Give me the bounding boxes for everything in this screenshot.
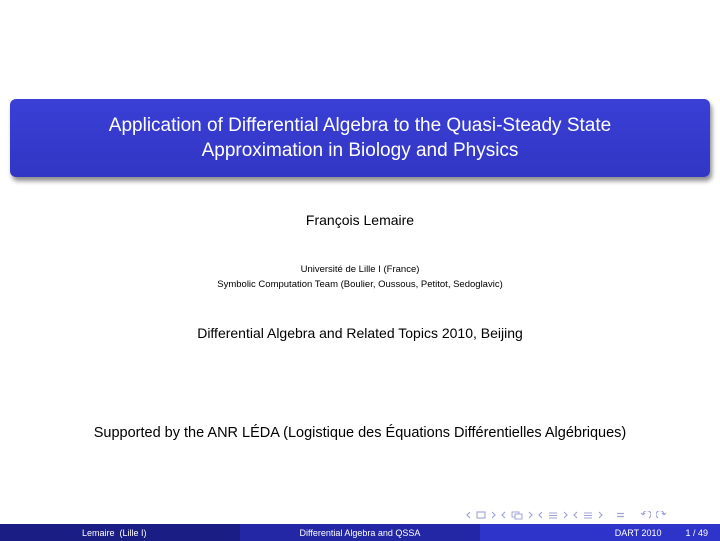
page-number: 1 / 49 bbox=[685, 527, 708, 538]
align-icon[interactable] bbox=[616, 511, 625, 520]
prev-icon[interactable] bbox=[501, 511, 506, 519]
institution-line-2: Symbolic Computation Team (Boulier, Oussous, Petitot, Sedoglavic) bbox=[217, 279, 503, 290]
footer-title-label: Differential Algebra and QSSA bbox=[299, 527, 421, 538]
doc-icon[interactable] bbox=[583, 511, 593, 520]
prev-icon[interactable] bbox=[538, 511, 543, 519]
next-icon[interactable] bbox=[563, 511, 568, 519]
frame-icon[interactable] bbox=[476, 511, 486, 519]
author: François Lemaire bbox=[305, 212, 415, 228]
title-line-1: Application of Differential Algebra to the Quasi-Steady State bbox=[108, 115, 612, 136]
next-icon[interactable] bbox=[528, 511, 533, 519]
back-icon[interactable] bbox=[640, 511, 651, 520]
prev-icon[interactable] bbox=[466, 511, 471, 519]
navigation-bar bbox=[466, 509, 706, 521]
footer bbox=[0, 524, 720, 541]
section-icon[interactable] bbox=[548, 511, 558, 520]
subsection-icon[interactable] bbox=[511, 511, 523, 520]
next-icon[interactable] bbox=[491, 511, 496, 519]
footer-event-label: DART 2010 bbox=[614, 527, 662, 538]
institution-line-1: Université de Lille I (France) bbox=[300, 264, 420, 275]
footer-event bbox=[480, 524, 720, 541]
prev-icon[interactable] bbox=[573, 511, 578, 519]
next-icon[interactable] bbox=[598, 511, 603, 519]
title-box bbox=[10, 99, 710, 177]
footer-author-label: Lemaire (Lille I) bbox=[82, 527, 147, 538]
conference: Differential Algebra and Related Topics 2010, Beijing bbox=[197, 325, 523, 341]
footer-author bbox=[0, 524, 240, 541]
title-line-2: Approximation in Biology and Physics bbox=[201, 140, 519, 161]
forward-icon[interactable] bbox=[656, 511, 667, 520]
support-note: Supported by the ANR LÉDA (Logistique des Équations Différentielles Algébriques) bbox=[93, 425, 627, 441]
footer-title bbox=[240, 524, 480, 541]
